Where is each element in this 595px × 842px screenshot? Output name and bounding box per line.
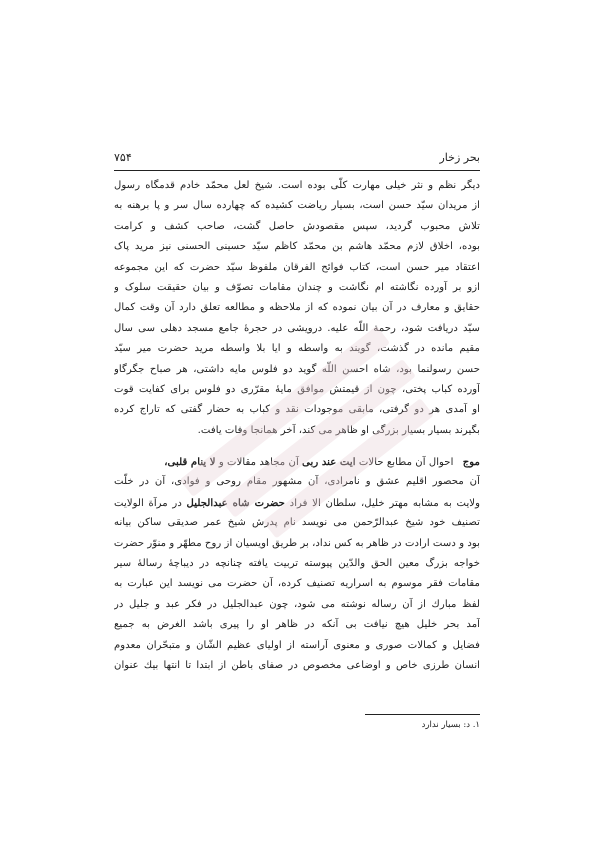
text-line: از مریدان سیّد حسن است، بسیار ریاضت کشیده که چهارده سال سر و پا برهنه به xyxy=(114,200,480,212)
text-line xyxy=(114,493,480,513)
page-header xyxy=(114,151,480,167)
text-line: حسن رسولنما بود، شاه احسن اللّه گوید دو فلوس مایه داشتی، هر صباح جگرگاو xyxy=(114,363,480,375)
text-line: اعتقاد میر حسن است، کتاب فوائح الفرقان ملفوظ سیّد حضرت که این مجموعه xyxy=(114,261,480,273)
line-text: ولایت به مشابه مهتر خلیل، سلطان الا فراد xyxy=(289,497,480,509)
first-line-lead: احوال آن مطابع حالات xyxy=(358,457,454,469)
running-title: بحر زخار xyxy=(439,151,480,164)
after-bold-name: در مرآة الولایت xyxy=(114,497,182,509)
bold-name: حضرت شاه عبدالجلیل xyxy=(186,496,285,509)
page-number: ۷۵۴ xyxy=(114,151,132,164)
text-line: سیّد دریافت شود، رحمة اللّه علیه. درویشی در حجرهٔ جامع مسجد دهلی سی سال xyxy=(114,322,480,334)
text-line: او آمدی هر دو گرفتی، مابقی موجودات نقد و کباب به حضار گفتی که تاراج کرده xyxy=(114,404,480,416)
paragraph-1 xyxy=(114,176,480,441)
text-line: لفظ مبارك از آن رساله نوشته می شود، چون عبدالجلیل در فکر عبد و جلیل در xyxy=(114,598,480,610)
text-line: خواجه بزرگ معین الحق والدّین پیوسته تربیت یافته چنانچه در دیباچهٔ رسالهٔ سیر xyxy=(114,558,480,570)
footnote-rule xyxy=(365,714,480,715)
text-line: حقایق و معارف در آن بیان نموده که از ملاحظه و مطالعه تعلق دارد آن وقت کمال xyxy=(114,302,480,314)
first-line-bold2: لا ینام قلبی، xyxy=(164,456,216,469)
text-line: مقیم مانده در گذشت، گویند به واسطه و ایا بلا واسطه مرید حضرت میر سیّد xyxy=(114,343,480,355)
text-line: آمد بحر خلیل هیچ نیافت بی آنکه در ظاهر او را پیری باشد الغرض به جمیع xyxy=(114,619,480,631)
first-line-mid2: مقالات و xyxy=(218,457,257,469)
body-text xyxy=(114,176,480,676)
text-line: دیگر نظم و نثر خیلی مهارت کلّی بوده است. شیخ لعل محمّد خادم قدمگاه رسول xyxy=(114,180,480,191)
first-line-bold: ایت عند ربی xyxy=(302,456,356,469)
text-line: تصنیف خود شیخ عبدالرّحمن می نویسد نام پدرش شیخ عمر صدیقی ساکن بیانه xyxy=(114,517,480,529)
text-line xyxy=(114,452,480,472)
text-line: بوده، اخلاق لازم محمّد هاشم بن محمّد کاظم سیّد حسینی الحسنی نیز مرید پاک xyxy=(114,241,480,253)
text-line: آورده کباب پختی، چون از قیمتش موافق مایهٔ مقرّری دو فلوس برای کفایت قوت xyxy=(114,383,480,395)
text-line: آن محصور اقلیم عشق و نامرادی، آن مشهور مقام روحی و فوادی، آن در خلّت xyxy=(114,476,480,488)
text-line: مقامات فقر موسوم به اسراریه تصنیف کرده، آن حضرت می نویسد این عبارت به xyxy=(114,578,480,590)
text-line: انسان طرزی خاص و اوضاعی مخصوص در صفای باطن از ابتدا تا انتها بیك عنوان xyxy=(114,659,480,671)
text-line: بود و دست ارادت در ظاهر به کس نداد، بر طریق اویسیان از روح مطهّر و منوّر حضرت xyxy=(114,537,480,549)
paragraph-2 xyxy=(114,452,480,676)
text-line: بگیرند بسیار بسیار بزرگی او ظاهر می کند، آخر همانجا وفات یافت. xyxy=(197,424,480,436)
text-line: فضایل و کمالات صوری و معنوی آراسته از اولیای عظیم الشّان و متبحّران معدوم xyxy=(114,639,480,651)
paragraph-gap xyxy=(114,441,480,452)
header-rule xyxy=(114,170,480,171)
footnote: ۱. د: بسیار ندارد xyxy=(421,720,480,730)
marginal-label: موج xyxy=(462,456,480,469)
text-line: تلاش محبوب گردید، سپس مقصودش حاصل گشت، صاحب کشف و کرامت xyxy=(114,220,480,232)
text-line: ازو بر آورده نگاشته ام نگاشت و چندان مقامات تصوّف و بیان حقیقت سلوک و xyxy=(114,281,480,293)
first-line-mid: آن مجاهد xyxy=(259,457,299,469)
